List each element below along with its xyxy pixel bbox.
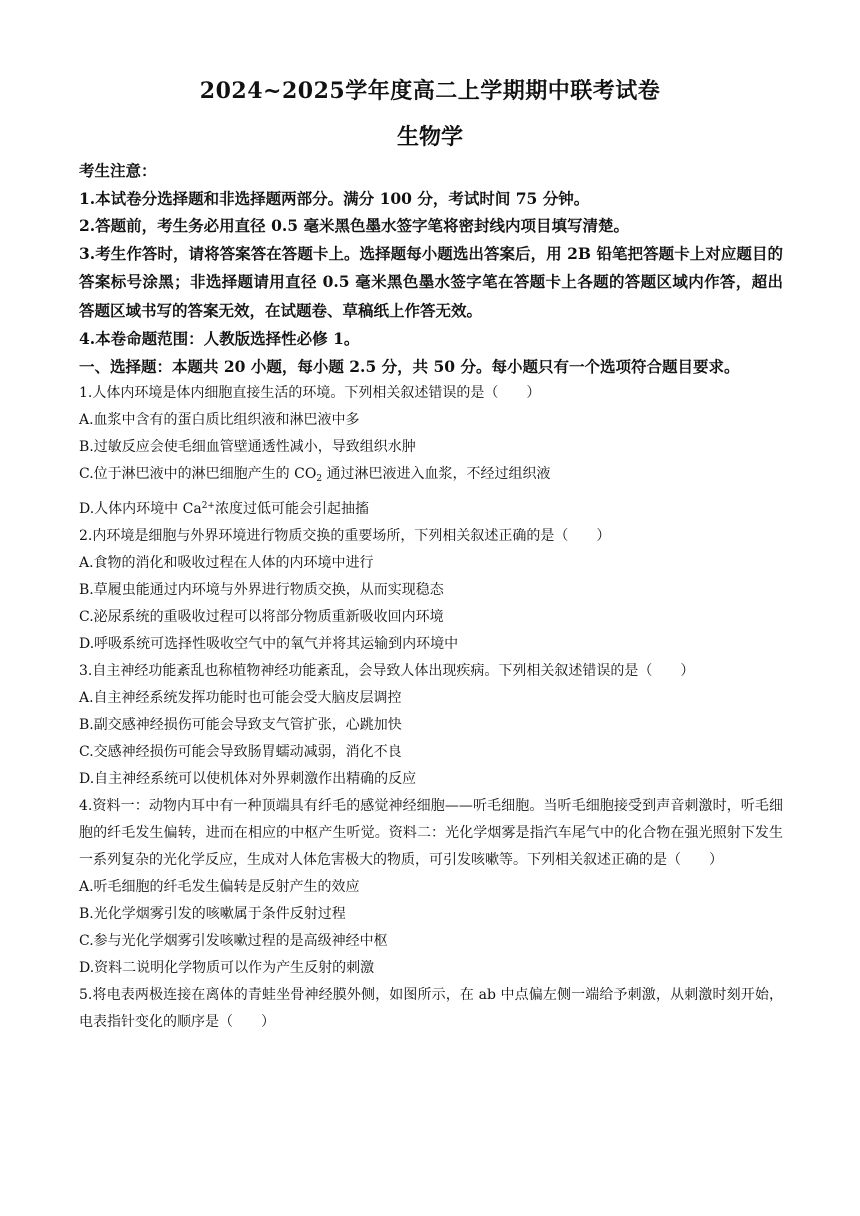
section-heading: 一、选择题：本题共 20 小题，每小题 2.5 分，共 50 分。每小题只有一个选项符合题目要求。 [79,356,740,376]
question-5 [79,982,783,1036]
option-b: B.光化学烟雾引发的咳嗽属于条件反射过程 [79,906,346,922]
option-c-text-end: 通过淋巴液进入血浆，不经过组织液 [322,466,551,482]
option-d: D.资料二说明化学物质可以作为产生反射的刺激 [79,960,375,976]
question-4 [79,793,783,982]
question-stem: 2.内环境是细胞与外界环境进行物质交换的重要场所，下列相关叙述正确的是（ ） [79,528,611,544]
option-a: A.听毛细胞的纤毛发生偏转是反射产生的效应 [79,879,360,895]
option-b: B.副交感神经损伤可能会导致支气管扩张，心跳加快 [79,717,402,733]
option-a: A.自主神经系统发挥功能时也可能会受大脑皮层调控 [79,690,402,706]
superscript: 2+ [201,501,215,511]
option-b: B.草履虫能通过内环境与外界进行物质交换，从而实现稳态 [79,582,444,598]
option-c-text: C.位于淋巴液中的淋巴细胞产生的 CO [79,466,317,482]
option-c: C.参与光化学烟雾引发咳嗽过程的是高级神经中枢 [79,933,388,949]
notice-item: 4.本卷命题范围：人教版选择性必修 1。 [79,329,360,348]
option-a: A.食物的消化和吸收过程在人体的内环境中进行 [79,555,374,571]
exam-content [79,157,783,1036]
subject-title: 生物学 [396,124,463,150]
option-a: A.血浆中含有的蛋白质比组织液和淋巴液中多 [79,412,360,428]
option-c: C.泌尿系统的重吸收过程可以将部分物质重新吸收回内环境 [79,609,444,625]
question-stem: 3.自主神经功能紊乱也称植物神经功能紊乱，会导致人体出现疾病。下列相关叙述错误的是（ ） [79,663,695,679]
question-stem: 4.资料一：动物内耳中有一种顶端具有纤毛的感觉神经细胞——听毛细胞。当听毛细胞接受到声音刺激时，听毛细胞的纤毛发生偏转，进而在相应的中枢产生听觉。资料二：光化学烟雾是指汽车尾气中的化合物在强光照射下发生一系列复杂的光化学反应，生成对人体危害极大的物质，可引发咳嗽等。下列相关叙述正确的是（ ） [79,798,783,868]
notice-item: 2.答题前，考生务必用直径 0.5 毫米黑色墨水签字笔将密封线内项目填写清楚。 [79,216,629,235]
option-d-text: D.人体内环境中 Ca [79,501,202,517]
option-c [79,461,783,493]
subscript: 2 [316,474,323,484]
option-d [79,493,783,523]
question-2 [79,523,783,658]
notice-heading: 考生注意： [79,161,157,180]
exam-title: 2024~2025学年度高二上学期期中联考试卷 [199,78,661,104]
option-d-text-end: 浓度过低可能会引起抽搐 [214,501,369,517]
question-stem: 1.人体内环境是体内细胞直接生活的环境。下列相关叙述错误的是（ ） [79,385,541,401]
question-3 [79,658,783,793]
option-c: C.交感神经损伤可能会导致肠胃蠕动减弱，消化不良 [79,744,402,760]
notice-item: 1.本试卷分选择题和非选择题两部分。满分 100 分，考试时间 75 分钟。 [79,188,590,208]
question-stem: 5.将电表两极连接在离体的青蛙坐骨神经膜外侧，如图所示，在 ab 中点偏左侧一端给予刺激，从刺激时刻开始，电表指针变化的顺序是（ ） [79,987,783,1030]
option-d: D.呼吸系统可选择性吸收空气中的氧气并将其运输到内环境中 [79,636,459,652]
question-1 [79,380,783,523]
option-d: D.自主神经系统可以使机体对外界刺激作出精确的反应 [79,771,417,787]
option-b: B.过敏反应会使毛细血管壁通透性减小，导致组织水肿 [79,439,416,455]
notice-item: 3.考生作答时，请将答案答在答题卡上。选择题每小题选出答案后，用 2B 铅笔把答题卡上对应题目的答案标号涂黑；非选择题请用直径 0.5 毫米黑色墨水签字笔在答题卡上各题的答题区域内作答，超出答题区域书写的答案无效，在试题卷、草稿纸上作答无效。 [79,243,783,320]
